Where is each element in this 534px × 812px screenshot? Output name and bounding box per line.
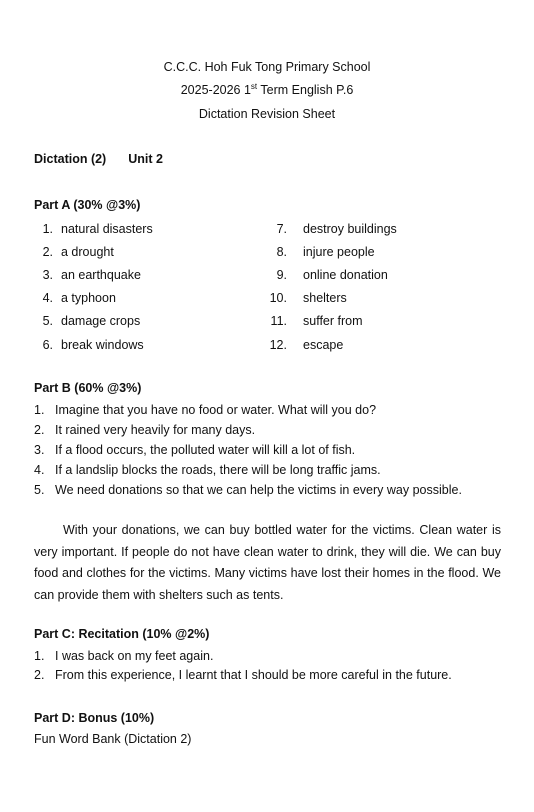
- part-a-number: 6.: [42, 338, 53, 352]
- part-a-word: shelters: [303, 291, 347, 305]
- part-a-number: 3.: [42, 268, 53, 282]
- part-a-number: 5.: [42, 314, 53, 328]
- fun-word-bank-line: Fun Word Bank (Dictation 2): [34, 732, 192, 746]
- term-superscript: st: [250, 82, 258, 91]
- part-a-number: 11.: [270, 314, 287, 328]
- part-a-word: injure people: [303, 245, 375, 259]
- sentence-number: 2.: [34, 423, 45, 437]
- part-a-title: Part A (30% @3%): [34, 198, 141, 212]
- sentence-number: 4.: [34, 463, 45, 477]
- sentence-number: 5.: [34, 483, 45, 497]
- part-a-word: a drought: [61, 245, 114, 259]
- sentence-number: 1.: [34, 403, 45, 417]
- part-a-number: 7.: [276, 222, 287, 236]
- part-c-sentence: [34, 647, 213, 665]
- part-a-number: 2.: [42, 245, 53, 259]
- term-suffix: Term English P.6: [257, 83, 354, 97]
- part-b-sentence: [34, 481, 462, 499]
- part-b-sentence: [34, 421, 255, 439]
- part-b-sentence: [34, 461, 381, 479]
- part-a-number: 8.: [276, 245, 287, 259]
- school-name: C.C.C. Hoh Fuk Tong Primary School: [163, 60, 371, 74]
- sentence-text: We need donations so that we can help the victims in every way possible.: [55, 483, 462, 497]
- part-a-number: 12.: [269, 338, 287, 352]
- sentence-text: If a landslip blocks the roads, there will be long traffic jams.: [55, 463, 381, 477]
- part-b-title: Part B (60% @3%): [34, 381, 142, 395]
- part-a-word: an earthquake: [61, 268, 141, 282]
- part-a-word: natural disasters: [61, 222, 153, 236]
- sentence-number: 3.: [34, 443, 45, 457]
- sentence-text: It rained very heavily for many days.: [55, 423, 256, 437]
- paragraph-text: With your donations, we can buy bottled water for the victims. Clean water is very important. If people do not have clean water to drink, they will die. We can buy food and clothes for the victims. Many victims have lost their homes in the flood. We can provide them with shelters such as tents.: [34, 523, 501, 602]
- sentence-number: 1.: [34, 649, 45, 663]
- part-a-word: escape: [303, 338, 344, 352]
- part-a-number: 1.: [42, 222, 53, 236]
- part-a-number: 10.: [269, 291, 287, 305]
- sentence-number: 2.: [34, 668, 45, 682]
- sentence-text: From this experience, I learnt that I should be more careful in the future.: [55, 668, 452, 682]
- part-d-title: Part D: Bonus (10%): [34, 711, 155, 725]
- part-a-word: a typhoon: [61, 291, 116, 305]
- part-a-word: destroy buildings: [303, 222, 397, 236]
- unit-label: Unit 2: [128, 152, 163, 166]
- sheet-title: Dictation Revision Sheet: [198, 107, 336, 121]
- part-a-word: suffer from: [303, 314, 363, 328]
- sentence-text: If a flood occurs, the polluted water will kill a lot of fish.: [55, 443, 356, 457]
- part-c-title: Part C: Recitation (10% @2%): [34, 627, 210, 641]
- sentence-text: I was back on my feet again.: [55, 649, 214, 663]
- dictation-label: Dictation (2): [34, 152, 107, 166]
- part-a-word: break windows: [61, 338, 144, 352]
- part-b-sentence: [34, 441, 355, 459]
- dictation-heading: [34, 150, 163, 168]
- part-b-paragraph: [34, 520, 501, 606]
- term-line: [0, 80, 534, 100]
- part-a-word: damage crops: [61, 314, 141, 328]
- part-b-sentence: [34, 401, 376, 419]
- part-a-word: online donation: [303, 268, 388, 282]
- part-a-number: 4.: [42, 291, 53, 305]
- term-prefix: 2025-2026 1: [180, 83, 251, 97]
- part-c-sentence: [34, 666, 452, 684]
- sentence-text: Imagine that you have no food or water. What will you do?: [55, 403, 377, 417]
- part-a-number: 9.: [276, 268, 287, 282]
